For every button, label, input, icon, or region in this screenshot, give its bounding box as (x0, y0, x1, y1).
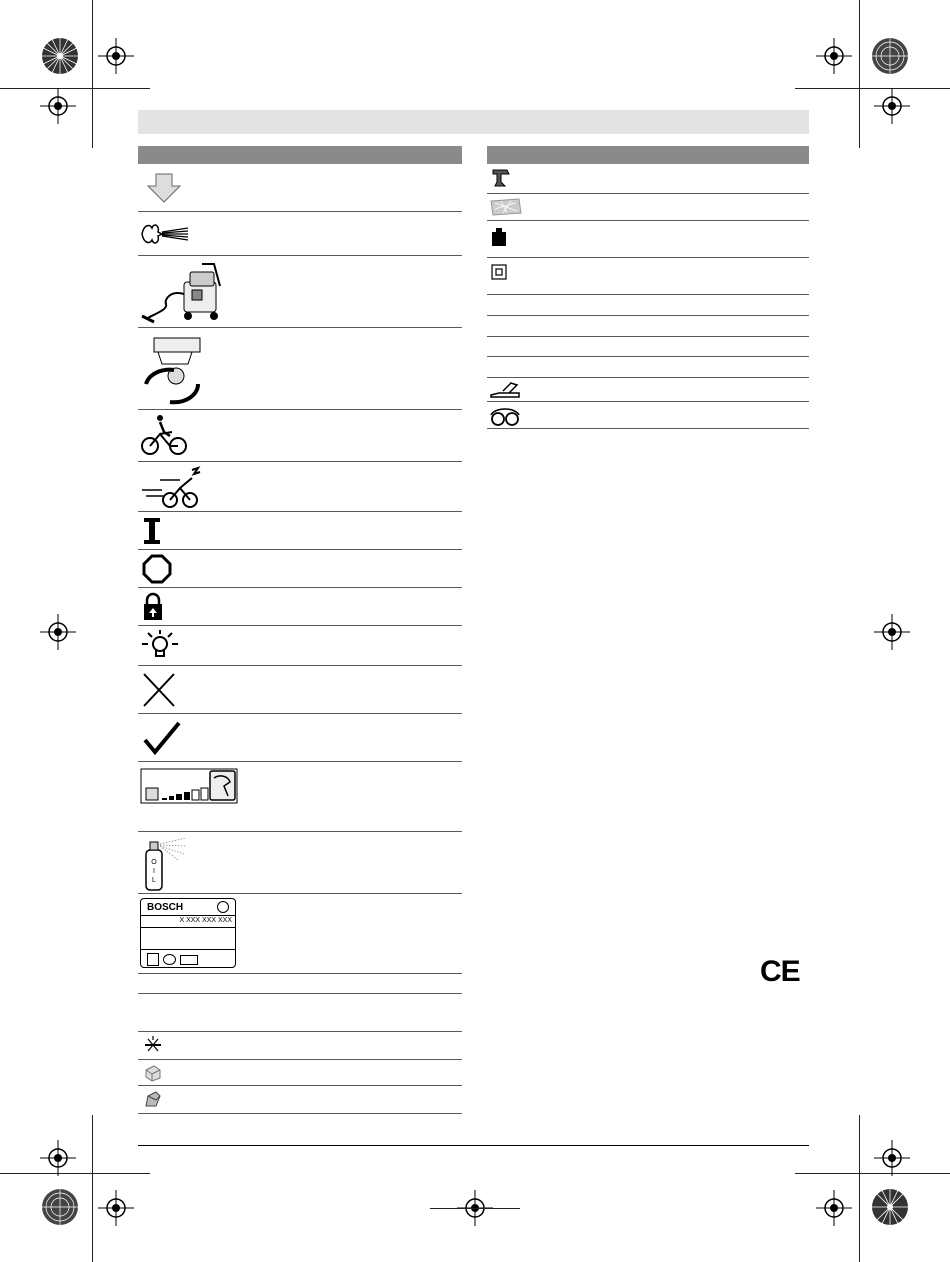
table-row (487, 221, 809, 258)
ce-mark: CE (760, 955, 800, 988)
nameplate-brand: BOSCH (147, 902, 184, 913)
svg-text:L: L (152, 877, 156, 884)
table-row (138, 714, 462, 762)
nameplate-icon (140, 898, 236, 968)
table-row (487, 357, 809, 378)
table-row (138, 328, 462, 410)
nameplate-box (147, 953, 159, 966)
table-row (138, 550, 462, 588)
svg-text:I: I (153, 868, 155, 875)
table-row (138, 894, 462, 974)
crop-line (430, 1208, 520, 1209)
speed-level-display-icon (140, 768, 238, 804)
left-table-header (138, 146, 462, 164)
table-row (138, 762, 462, 832)
vacuum-cleaner-icon (140, 260, 230, 324)
table-row (138, 1032, 462, 1060)
table-row (138, 666, 462, 714)
right-table-header (487, 146, 809, 164)
registration-wheel-icon (40, 1187, 80, 1227)
table-row (138, 1086, 462, 1114)
registration-wheel-icon (40, 36, 80, 76)
i-beam-icon (142, 516, 162, 546)
table-row (138, 974, 462, 994)
material-cube-icon (144, 1064, 162, 1082)
table-row (487, 402, 809, 429)
cut-line-icon (144, 1036, 162, 1054)
crop-line (92, 1115, 93, 1262)
guide-rail-icon (489, 381, 521, 399)
table-row (138, 832, 462, 894)
nameplate-rect (180, 955, 198, 965)
table-row (138, 512, 462, 550)
rail-profile-icon (491, 168, 511, 188)
table-row (487, 378, 809, 402)
globe-icon (217, 901, 229, 913)
textured-material-icon (489, 197, 523, 217)
crosshair-target-icon (40, 614, 76, 650)
crosshair-target-icon (874, 1140, 910, 1176)
safety-glasses-icon (489, 405, 521, 427)
lock-icon (142, 592, 164, 622)
crop-line (859, 0, 860, 148)
table-row (138, 994, 462, 1032)
crop-line (92, 0, 93, 148)
crosshair-target-icon (98, 1190, 134, 1226)
table-row (487, 258, 809, 295)
crop-line (859, 1115, 860, 1262)
protection-class-icon (491, 264, 507, 280)
bicycle-rider-icon (140, 414, 190, 458)
battery-icon (491, 227, 507, 247)
nameplate-divider (141, 915, 235, 916)
material-edge-icon (144, 1090, 162, 1108)
table-row (487, 316, 809, 337)
crosshair-target-icon (40, 88, 76, 124)
crop-line (795, 1173, 950, 1174)
crop-line (795, 88, 950, 89)
table-row (138, 626, 462, 666)
table-row (138, 588, 462, 626)
svg-text:O: O (151, 859, 157, 866)
nameplate-divider (141, 949, 235, 950)
table-row (138, 410, 462, 462)
table-row (138, 164, 462, 212)
table-row (138, 212, 462, 256)
nameplate-circle (163, 954, 176, 965)
check-mark-icon (142, 720, 182, 756)
cross-icon (142, 672, 176, 708)
footer-rule (138, 1145, 809, 1146)
arrow-down-icon (146, 172, 182, 204)
table-row (138, 1060, 462, 1086)
fast-bicycle-icon (140, 466, 204, 510)
page-header-band (138, 110, 809, 134)
crosshair-target-icon (40, 1140, 76, 1176)
crosshair-target-icon (874, 88, 910, 124)
table-row (487, 194, 809, 221)
light-bulb-icon (140, 630, 180, 664)
registration-wheel-icon (870, 36, 910, 76)
table-row (487, 295, 809, 316)
table-row (138, 462, 462, 512)
nameplate-divider (141, 927, 235, 928)
table-row (487, 337, 809, 357)
crosshair-target-icon (874, 614, 910, 650)
nameplate-number: X XXX XXX XXX (179, 917, 232, 924)
dust-emission-icon (140, 218, 190, 250)
octagon-icon (142, 554, 172, 584)
crosshair-target-icon (816, 1190, 852, 1226)
registration-wheel-icon (870, 1187, 910, 1227)
crosshair-target-icon (816, 38, 852, 74)
table-row (138, 256, 462, 328)
oil-spray-can-icon (142, 836, 190, 892)
crosshair-target-icon (98, 38, 134, 74)
dust-extraction-rotate-icon (140, 332, 204, 408)
table-row (487, 164, 809, 194)
